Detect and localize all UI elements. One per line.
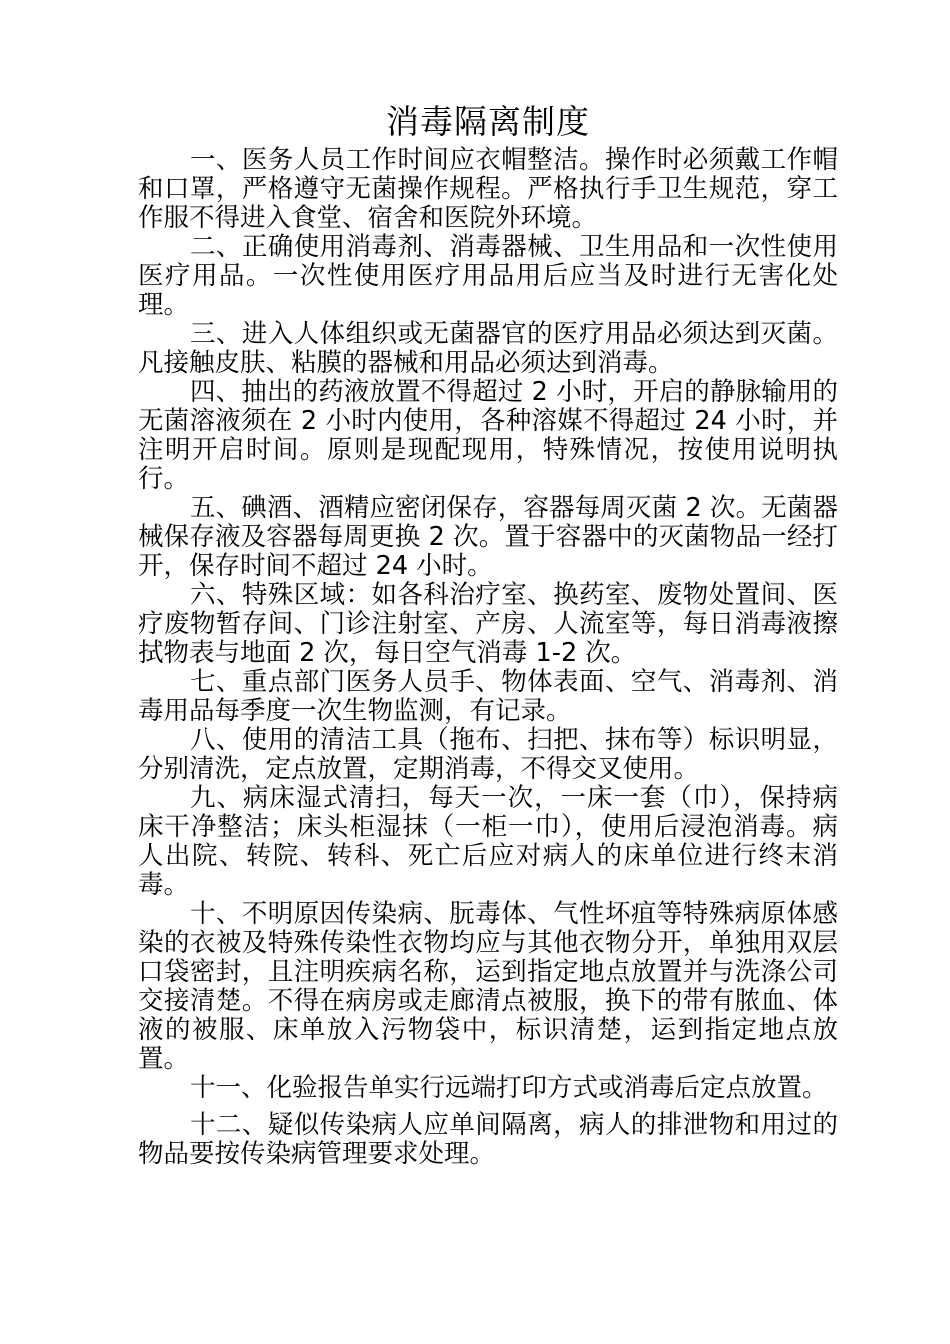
paragraph-6: 六、特殊区域：如各科治疗室、换药室、废物处置间、医疗废物暂存间、门诊注射室、产房、人流室等，每日消毒液擦拭物表与地面 2 次，每日空气消毒 1-2 次。 [138,580,838,668]
document-title: 消毒隔离制度 [386,102,590,141]
paragraph-8: 八、使用的清洁工具（拖布、扫把、抹布等）标识明显，分别清洗，定点放置，定期消毒，不得交叉使用。 [138,725,838,784]
paragraph-5: 五、碘酒、酒精应密闭保存，容器每周灭菌 2 次。无菌器械保存液及容器每周更换 2 次。置于容器中的灭菌物品一经打开，保存时间不超过 24 小时。 [138,493,838,581]
paragraph-11: 十一、化验报告单实行远端打印方式或消毒后定点放置。 [190,1073,828,1103]
paragraph-4: 四、抽出的药液放置不得超过 2 小时，开启的静脉输用的无菌溶液须在 2 小时内使用，各种溶媒不得超过 24 小时，并注明开启时间。原则是现配现用，特殊情况，按使用说明执行。 [138,377,838,494]
paragraph-9: 九、病床湿式清扫，每天一次，一床一套（巾），保持病床干净整洁；床头柜湿抹（一柜一巾），使用后浸泡消毒。病人出院、转院、转科、死亡后应对病人的床单位进行终末消毒。 [138,783,838,900]
paragraph-10: 十、不明原因传染病、朊毒体、气性坏疽等特殊病原体感染的衣被及特殊传染性衣物均应与其他衣物分开，单独用双层口袋密封，且注明疾病名称，运到指定地点放置并与洗涤公司交接清楚。不得在病房或走廊清点被服，换下的带有脓血、体液的被服、床单放入污物袋中，标识清楚，运到指定地点放置。 [138,899,838,1074]
paragraph-2: 二、正确使用消毒剂、消毒器械、卫生用品和一次性使用医疗用品。一次性使用医疗用品用后应当及时进行无害化处理。 [138,232,838,320]
paragraph-3: 三、进入人体组织或无菌器官的医疗用品必须达到灭菌。凡接触皮肤、粘膜的器械和用品必须达到消毒。 [138,319,838,378]
paragraph-7: 七、重点部门医务人员手、物体表面、空气、消毒剂、消毒用品每季度一次生物监测，有记录。 [138,667,838,726]
paragraph-1: 一、医务人员工作时间应衣帽整洁。操作时必须戴工作帽和口罩，严格遵守无菌操作规程。严格执行手卫生规范，穿工作服不得进入食堂、宿舍和医院外环境。 [138,145,838,233]
paragraph-12: 十二、疑似传染病人应单间隔离，病人的排泄物和用过的物品要按传染病管理要求处理。 [138,1110,838,1169]
document-page [138,100,838,1169]
